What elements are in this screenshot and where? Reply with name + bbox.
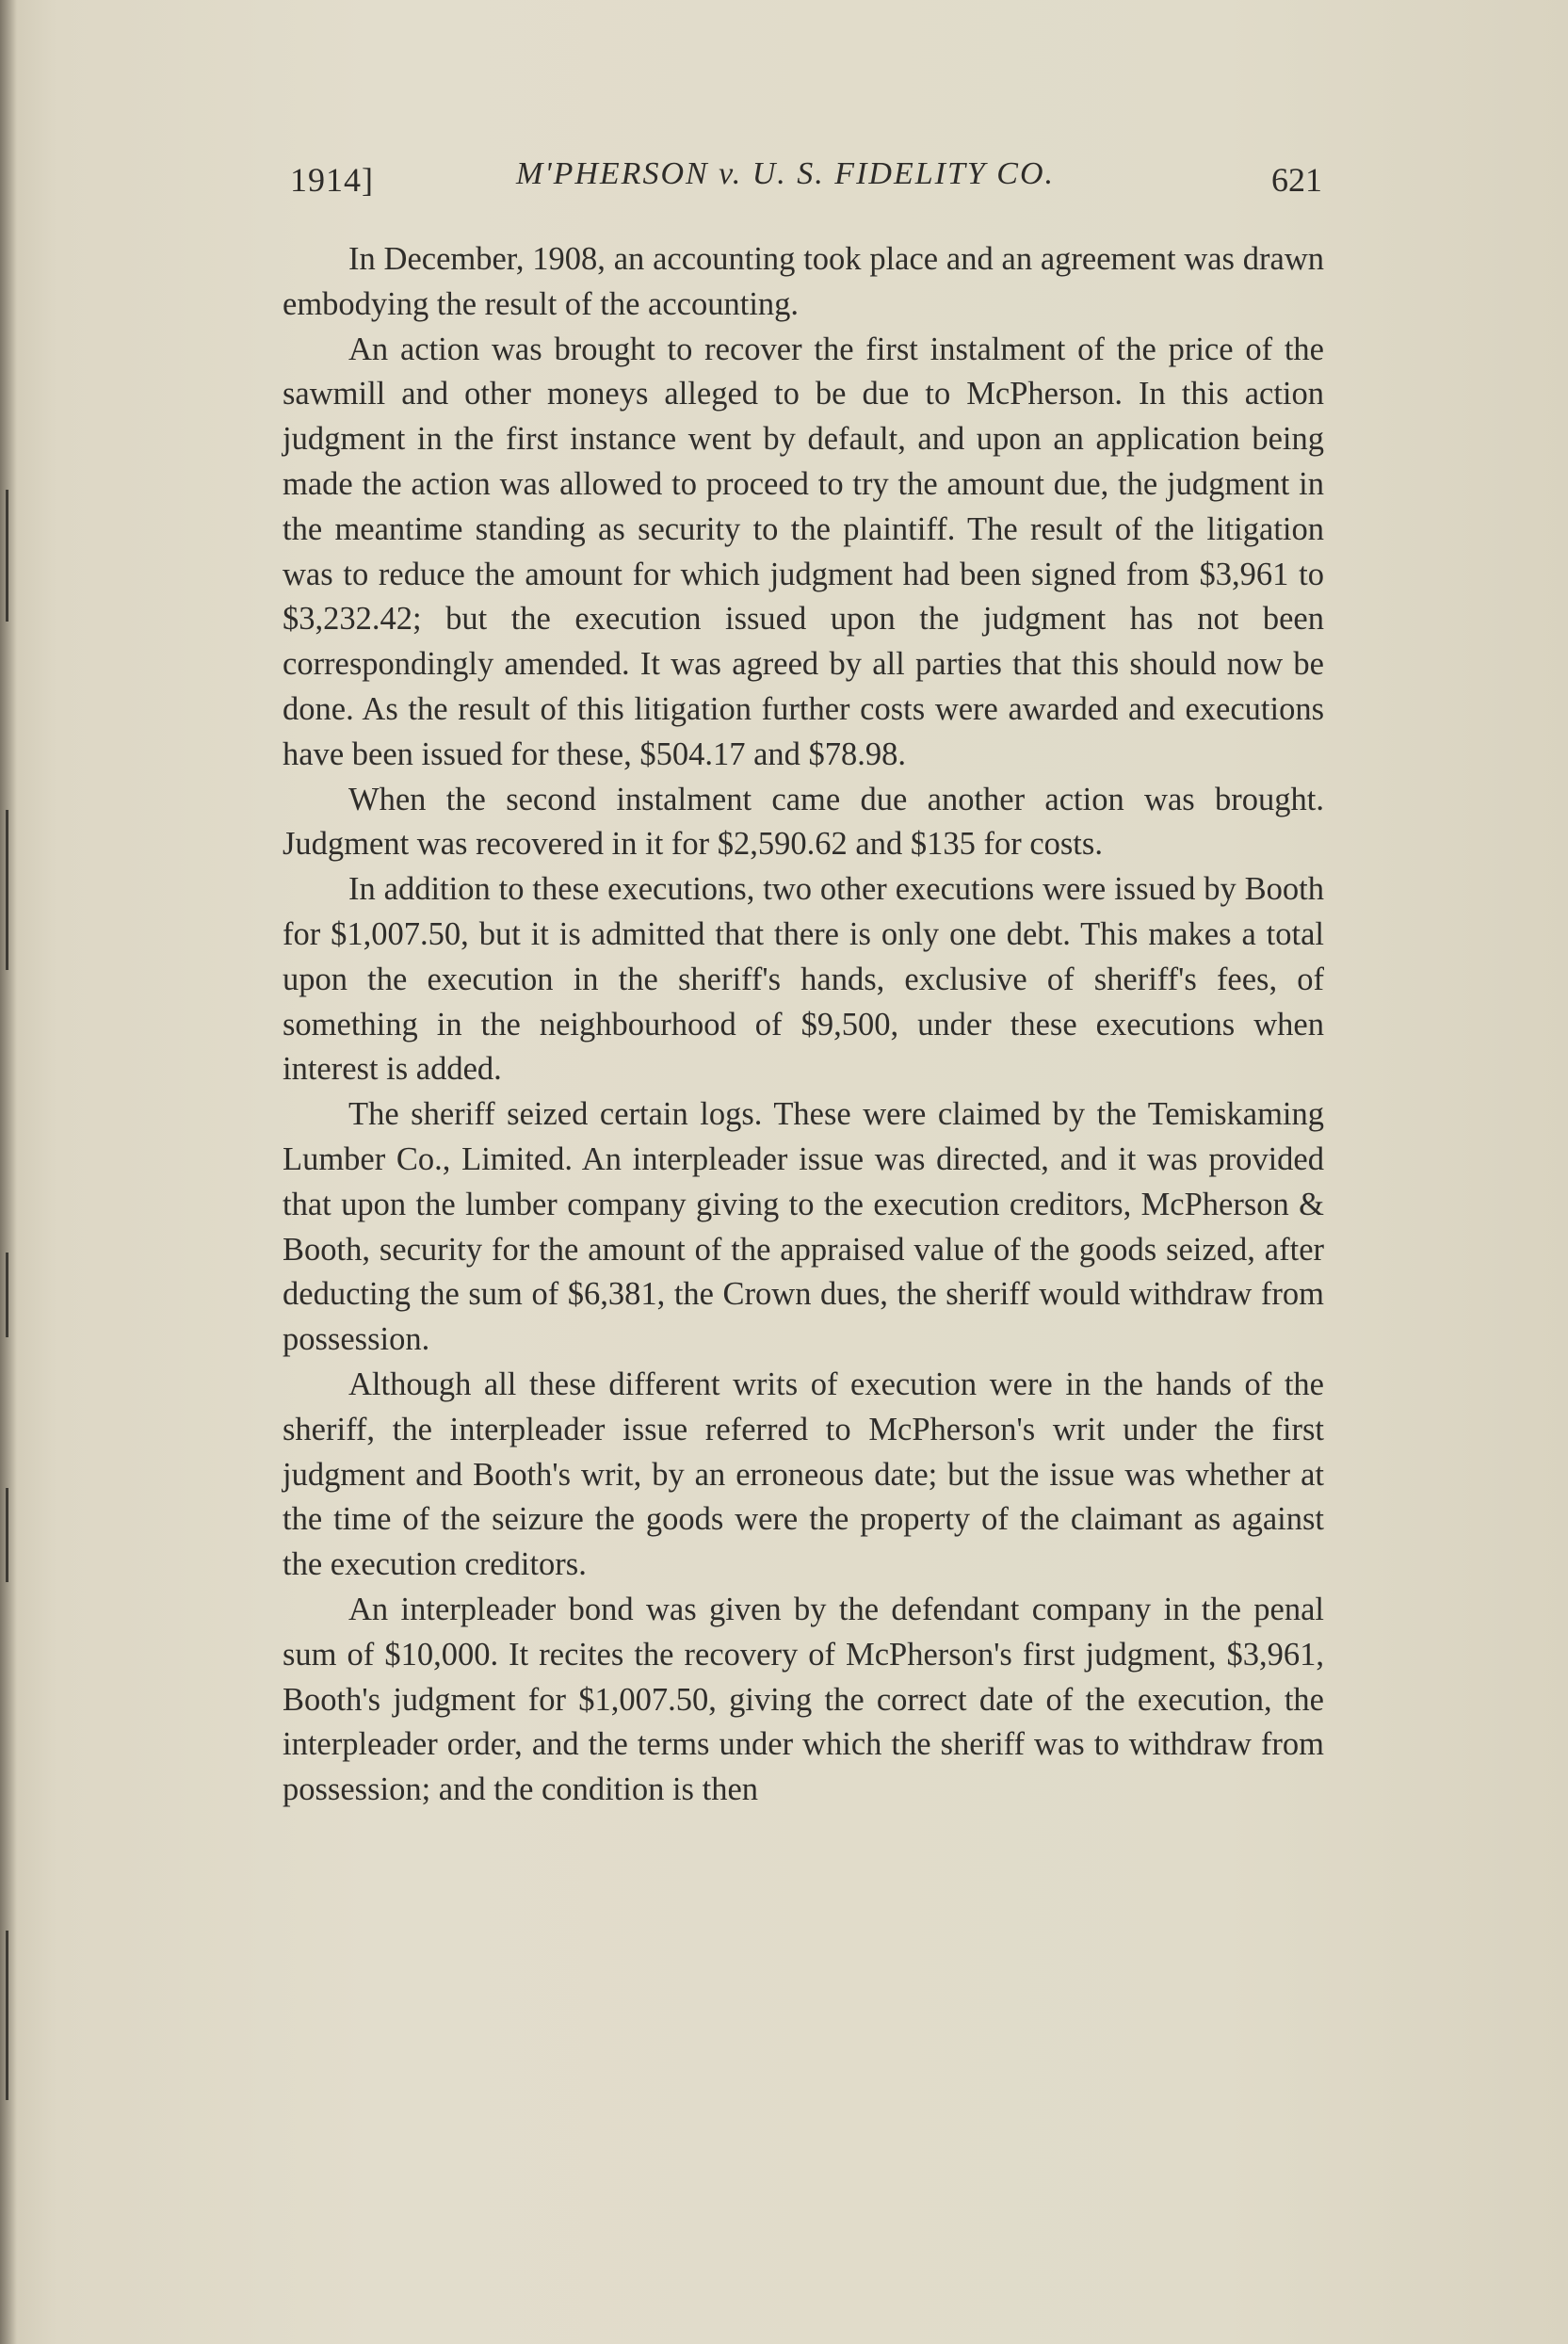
paragraph-executions: In addition to these executions, two other executions were issued by Booth for $1,007.50, but it is admitted that there is only one debt. This makes a total upon the execution in the sheriff's hands, exclusive of sheriff's fees, of something in the neighbourhood of $9,500, under these executions when interest is added. — [283, 871, 1324, 1088]
paragraph-writs: Although all these different writs of execution were in the hands of the sheriff, the interpleader issue referred to McPherson's writ under the first judgment and Booth's writ, by an erroneous date; but the issue was whether at the time of the seizure the goods were the property of the claimant as against the execution creditors. — [283, 1366, 1324, 1583]
binding-gutter-shadow — [0, 0, 17, 2344]
edge-mark — [6, 1931, 8, 2100]
page-header — [290, 156, 1322, 203]
paragraph-bond: An interpleader bond was given by the defendant company in the penal sum of $10,000. It recites the recovery of McPherson's first judgment, $3,961, Booth's judgment for $1,007.50, giving the correct date of the execution, the interpleader order, and the terms under which the sheriff was to withdraw from possession; and the condition is then — [283, 1591, 1324, 1808]
edge-mark — [6, 1488, 8, 1582]
running-title: M'PHERSON v. U. S. FIDELITY CO. — [516, 156, 1055, 191]
paragraph-accounting: In December, 1908, an accounting took place and an agreement was drawn embodying the result of the accounting. — [283, 241, 1324, 322]
edge-mark — [6, 1253, 8, 1337]
page-number: 621 — [1271, 161, 1322, 199]
body-text — [283, 237, 1324, 1813]
paragraph-seizure: The sheriff seized certain logs. These were claimed by the Temiskaming Lumber Co., Limited. An interpleader issue was directed, and it was provided that upon the lumber company giving to the execution creditors, McPherson & Booth, security for the amount of the appraised value of the goods seized, after deducting the sum of $6,381, the Crown dues, the sheriff would withdraw from possession. — [283, 1096, 1324, 1358]
edge-mark — [6, 490, 8, 622]
edge-mark — [6, 810, 8, 970]
year-folio: 1914] — [290, 161, 374, 199]
paragraph-first-action: An action was brought to recover the first instalment of the price of the sawmill and other moneys alleged to be due to McPherson. In this action judgment in the first instance went by default, and upon an application being made the action was allowed to proceed to try the amount due, the judgment in the meantime standing as security to the plaintiff. The result of the litigation was to reduce the amount for which judgment had been signed from $3,961 to $3,232.42; but the execution issued upon the judgment has not been correspondingly amended. It was agreed by all parties that this should now be done. As the result of this litigation further costs were awarded and executions have been issued for these, $504.17 and $78.98. — [283, 331, 1324, 772]
paragraph-second-action: When the second instalment came due another action was brought. Judgment was recovered in it for $2,590.62 and $135 for costs. — [283, 781, 1324, 863]
